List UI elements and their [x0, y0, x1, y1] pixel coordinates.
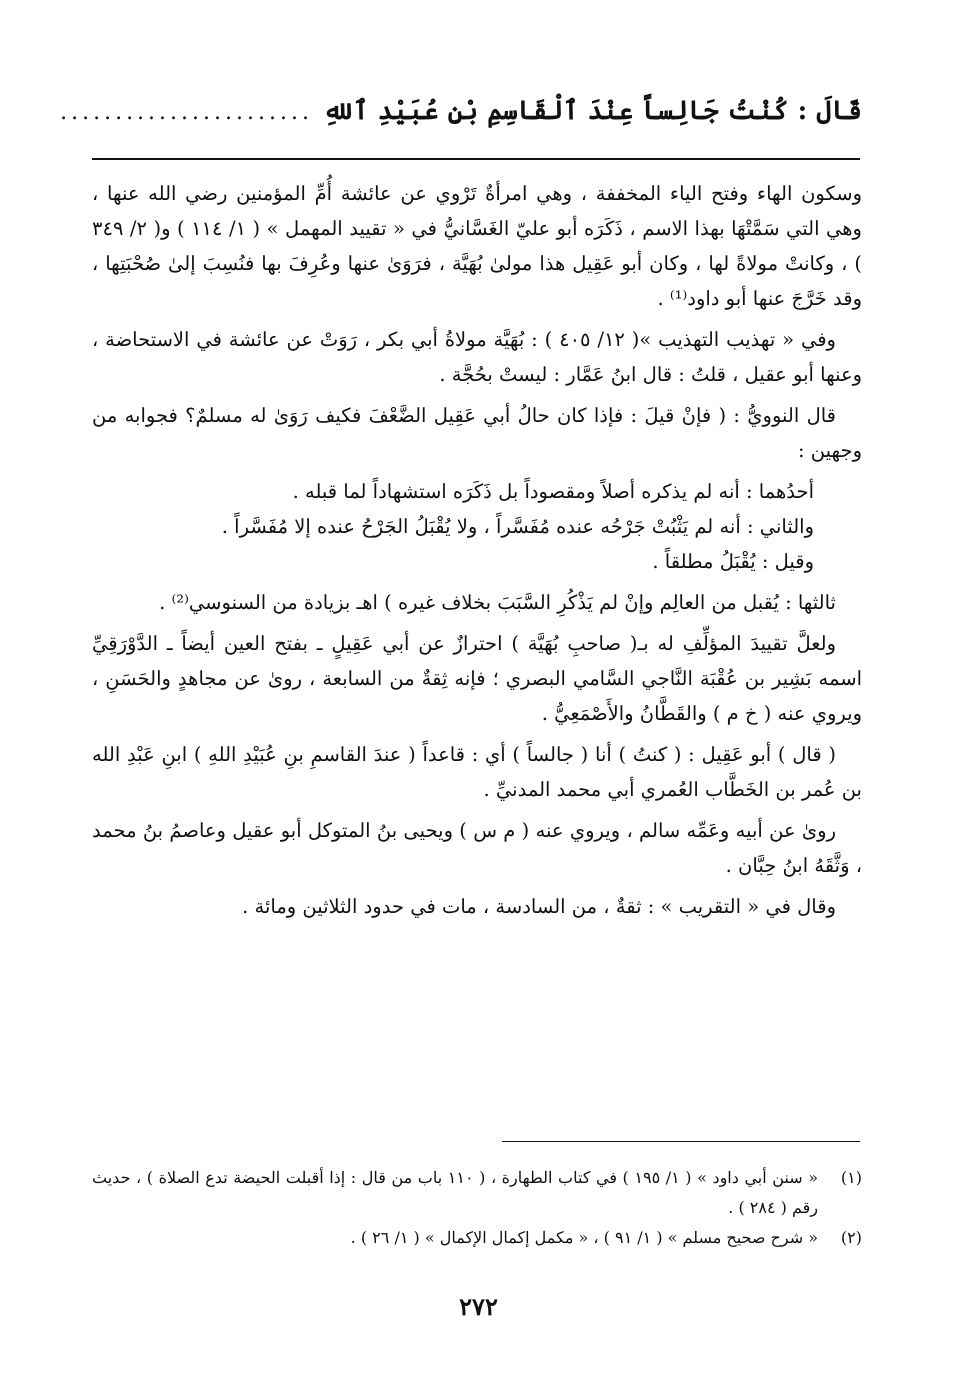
paragraph-8: ولعلَّ تقييدَ المؤلِّفِ له بـ( صاحبِ بُهَيَّة ) احترازٌ عن أبي عَقِيلٍ ـ بفتح العين أيضاً ـ الدَّوْرَقِيِّ اسمه بَشِير بن عُقْبَة النَّاجي السَّامي البصري ؛ فإنه ثِقةٌ من السابعة ، روىٰ عن مجاهدٍ والحَسَنِ ، ويروي عنه ( خ م ) والقَطَّانُ والأَصْمَعِيُّ .: [92, 632, 862, 725]
paragraph-6: وقيل : يُقْبَلُ مطلقاً .: [652, 550, 814, 573]
paragraph-7: ثالثها : يُقبل من العالِم وإنْ لم يَذْكُرِ السَّبَبَ بخلاف غيره ) اهـ بزيادة من السنوسي⁽²⁾ .: [159, 591, 836, 614]
running-header: [60, 96, 862, 146]
paragraph-3: قال النوويُّ : ( فإنْ قيلَ : فإذا كان حالُ أبي عَقِيل الضَّعْفَ فكيف رَوَىٰ له مسلمٌ؟ فجوابه من وجهين :: [92, 404, 862, 462]
paragraph-5: والثاني : أنه لم يَثْبُتْ جَرْحُه عنده مُفَسَّراً ، ولا يُقْبَلُ الجَرْحُ عنده إلا مُفَسَّراً .: [221, 515, 814, 538]
paragraph-4: أحدُهما : أنه لم يذكره أصلاً ومقصوداً بل ذَكَرَه استشهاداً لما قبله .: [292, 480, 814, 503]
header-dot-leader: .......................: [60, 100, 313, 125]
footnote-rule: [502, 1141, 860, 1142]
footnote-text: « شرح صحيح مسلم » ( ١/ ٩١ ) ، « مكمل إكمال الإكمال » ( ١/ ٢٦ ) .: [350, 1228, 818, 1247]
header-rule: [92, 158, 860, 160]
footnote-number: (٢): [840, 1228, 862, 1247]
footnote-text: « سنن أبي داود » ( ١/ ١٩٥ ) في كتاب الطهارة ، ( ١١٠ باب من قال : إذا أقبلت الحيضة تدع الصلاة ) ، حديث رقم ( ٢٨٤ ) .: [92, 1168, 819, 1217]
footnote-1: [92, 1163, 862, 1223]
footnotes: [92, 1163, 862, 1253]
footnote-number: (١): [840, 1168, 862, 1187]
footnote-2: [92, 1223, 862, 1253]
paragraph-2: وفي « تهذيب التهذيب »( ١٢/ ٤٠٥ ) : بُهَيَّة مولاةُ أبي بكر ، رَوَتْ عن عائشة في الاستحاضة ، وعنها أبو عقيل ، قلتُ : قال ابنُ عَمَّار : ليستْ بحُجَّة .: [92, 328, 862, 386]
paragraph-9: ( قال ) أبو عَقِيل : ( كنتُ ) أنا ( جالساً ) أي : قاعداً ( عندَ القاسمِ بنِ عُبَيْدِ اللهِ ) ابنِ عَبْدِ الله بن عُمر بن الخَطَّاب العُمري أبي محمد المدنيِّ .: [92, 743, 862, 801]
main-text: [92, 176, 862, 930]
paragraph-10: روىٰ عن أبيه وعَمِّه سالم ، ويروي عنه ( م س ) ويحيى بنُ المتوكل أبو عقيل وعاصمُ بنُ محمد ، وَثَّقَهُ ابنُ حِبَّان .: [92, 819, 862, 877]
page-number: ٢٧٢: [459, 1292, 498, 1321]
header-title: قَالَ : كُنْتُ جَالِساً عِنْدَ ٱلْقَاسِمِ بْنِ عُبَيْدِ ٱللهِ: [322, 96, 862, 126]
paragraph-11: وقال في « التقريب » : ثقةٌ ، من السادسة ، مات في حدود الثلاثين ومائة .: [242, 895, 836, 918]
paragraph-1: وسكون الهاء وفتح الياء المخففة ، وهي امرأةٌ تَرْوي عن عائشة أُمِّ المؤمنين رضي الله عنها ، وهي التي سَمَّتْهَا بهذا الاسم ، ذَكَرَه أبو عليّ الغَسَّانيُّ في « تقييد المهمل » ( ١/ ١١٤ ) و( ٢/ ٣٤٩ ) ، وكانتْ مولاةً لها ، وكان أبو عَقِيل هذا مولىٰ بُهَيَّة ، فرَوَىٰ عنها وعُرِفَ بها فنُسِبَ إلىٰ صُحْبَتِها ، وقد خَرَّجَ عنها أبو داود⁽¹⁾ .: [92, 182, 862, 310]
